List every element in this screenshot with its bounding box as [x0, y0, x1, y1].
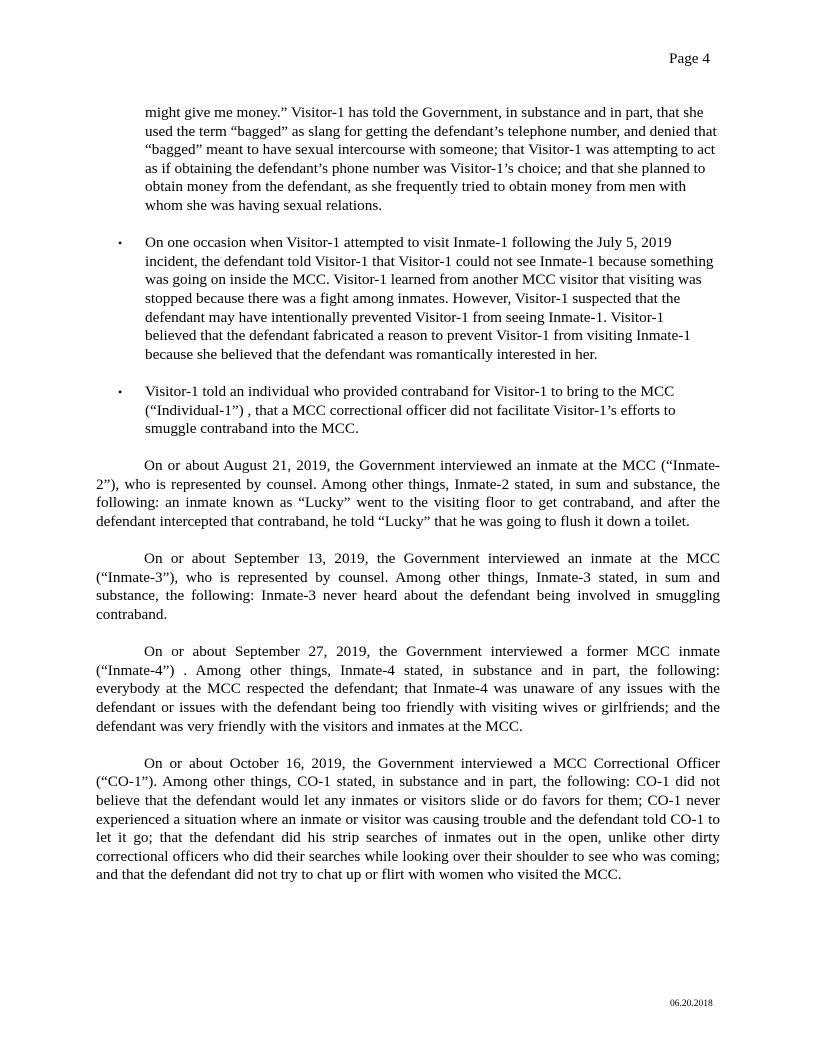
footer-date: 06.20.2018 [670, 999, 713, 1009]
bullet-text: Visitor-1 told an individual who provided contraband for Visitor-1 to bring to the MCC (“Individual-1”) , that a MCC correctional officer did not facilitate Visitor-1’s efforts to smuggle contraband into the MCC. [145, 382, 676, 438]
page-number: Page 4 [669, 50, 710, 67]
bullet-text: On one occasion when Visitor-1 attempted to visit Inmate-1 following the July 5, 2019 incident, the defendant told Visitor-1 that Visitor-1 could not see Inmate-1 because something was going on inside the MCC. Visitor-1 learned from another MCC visitor that visiting was stopped because there was a fight among inmates. However, Visitor-1 suspected that the defendant may have intentionally prevented Visitor-1 from seeing Inmate-1. Visitor-1 believed that the defendant fabricated a reason to prevent Visitor-1 from visiting Inmate-1 because she believed that the defendant was romantically interested in her. [145, 234, 714, 363]
document-body [96, 104, 720, 885]
bullet-icon: • [118, 236, 123, 251]
bullet-icon: • [118, 384, 123, 399]
paragraph-inmate-4: On or about September 27, 2019, the Government interviewed a former MCC inmate (“Inmate-4”) . Among other things, Inmate-4 stated, in substance and in part, the following: everybody at the MCC respected the defendant; that Inmate-4 was unaware of any issues with the defendant or issues with the defendant being too friendly with visiting wives or girlfriends; and the defendant was very friendly with the visitors and inmates at the MCC. [96, 643, 720, 735]
paragraph-co-1: On or about October 16, 2019, the Government interviewed a MCC Correctional Officer (“CO-1”). Among other things, CO-1 stated, in substance and in part, the following: CO-1 did not believe that the defendant would let any inmates or visitors slide or do favors for them; CO-1 never experienced a situation where an inmate or visitor was causing trouble and the defendant told CO-1 to let it go; that the defendant did his strip searches of inmates out in the open, unlike other dirty correctional officers who did their searches while looking over their shoulder to see who was coming; and that the defendant did not try to chat up or flirt with women who visited the MCC. [96, 754, 720, 884]
paragraph-inmate-3: On or about September 13, 2019, the Government interviewed an inmate at the MCC (“Inmate-3”), who is represented by counsel. Among other things, Inmate-3 stated, in sum and substance, the following: Inmate-3 never heard about the defendant being involved in smuggling contraband. [96, 550, 720, 624]
continuation-paragraph: might give me money.” Visitor-1 has told the Government, in substance and in part, that she used the term “bagged” as slang for getting the defendant’s telephone number, and denied that “bagged” meant to have sexual intercourse with someone; that Visitor-1 was attempting to act as if obtaining the defendant’s phone number was Visitor-1’s choice; and that she planned to obtain money from the defendant, as she frequently tried to obtain money from men with whom she was having sexual relations. [145, 104, 717, 214]
bullet-item [118, 382, 715, 439]
paragraph-inmate-2: On or about August 21, 2019, the Government interviewed an inmate at the MCC (“Inmate-2”), who is represented by counsel. Among other things, Inmate-2 stated, in sum and substance, the following: an inmate known as “Lucky” went to the visiting floor to get contraband, and after the defendant intercepted that contraband, he told “Lucky” that he was going to flush it down a toilet. [96, 457, 720, 531]
bullet-item [118, 234, 715, 364]
